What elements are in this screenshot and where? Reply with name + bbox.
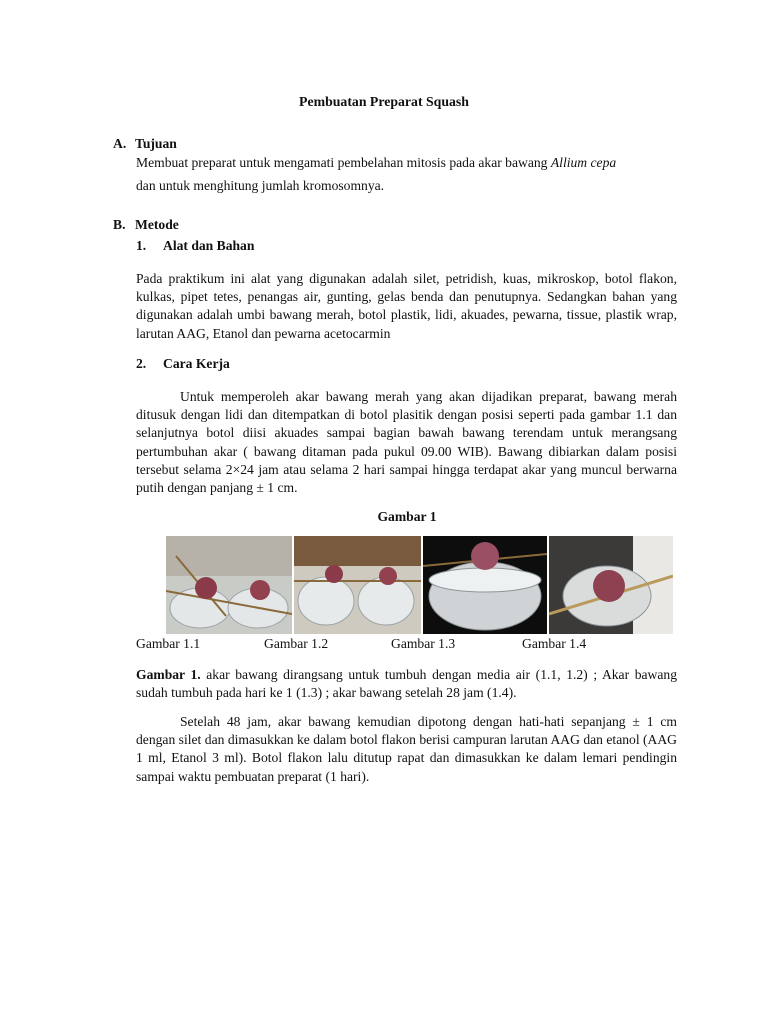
subsection-1-title: Alat dan Bahan [163,238,255,253]
subsection-2-number: 2. [136,356,147,371]
caption-1-1: Gambar 1.1 [136,636,201,651]
closing-paragraph: Setelah 48 jam, akar bawang kemudian dipotong dengan hati-hati sepanjang ± 1 cm dengan silet dan dimasukkan ke dalam botol flakon berisi campuran larutan AAG dan etanol (AAG 1 ml, Etanol 3 ml). Botol flakon lalu ditutup rapat dan dimasukkan ke dalam lemari pendingin sampai waktu pembuatan preparat (1 hari). [136,714,677,784]
caption-1-4: Gambar 1.4 [522,636,587,651]
subsection-2-title: Cara Kerja [163,356,230,371]
subsection-1-heading [136,237,254,255]
section-a-title: Tujuan [135,136,177,151]
section-a-line-1 [136,154,696,172]
photo-1-2 [294,536,421,634]
section-a-line-2: dan untuk menghitung jumlah kromosomnya. [136,178,385,193]
figure-description-text: akar bawang dirangsang untuk tumbuh dengan media air (1.1, 1.2) ; Akar bawang sudah tumbuh pada hari ke 1 (1.3) ; akar bawang setelah 28 jam (1.4). [136,667,677,701]
section-b-letter: B. [113,217,126,232]
species-name: Allium cepa [550,155,617,170]
caption-1-3: Gambar 1.3 [391,636,456,651]
section-a-text: Membuat preparat untuk mengamati pembelahan mitosis pada akar bawang [136,155,551,170]
figure-description [136,666,677,702]
procedure-paragraph: Untuk memperoleh akar bawang merah yang akan dijadikan preparat, bawang merah ditusuk dengan lidi dan ditempatkan di botol plasitik dengan posisi seperti pada gambar 1.1 dan selanjutnya botol diisi akuades sampai bagian bawah bawang terendam untuk merangsang pertumbuhan akar ( bawang ditaman pada pukul 09.00 WIB). Bawang dibiarkan dalam posisi tersebut selama 2×24 jam atau selama 2 hari sampai hingga terdapat akar yang muncul berwarna putih dengan panjang ± 1 cm. [136,389,677,496]
photo-1-4 [549,536,673,634]
subsection-2-heading [136,355,230,373]
photo-1-1 [166,536,292,634]
section-b-title: Metode [135,217,179,232]
section-a-letter: A. [113,136,127,151]
tools-materials-paragraph: Pada praktikum ini alat yang digunakan adalah silet, petridish, kuas, mikroskop, botol flakon, kulkas, pipet tetes, penangas air, gunting, gelas benda dan penutupnya. Sedangkan bahan yang digunakan adalah umbi bawang merah, botol plastik, lidi, akuades, pewarna, tissue, plastik wrap, larutan AAG, Etanol dan pewarna acetocarmin [136,271,677,341]
section-b-heading [113,216,179,234]
figure-title: Gambar 1 [377,509,437,524]
photo-1-3 [423,536,547,634]
caption-1-2: Gambar 1.2 [264,636,329,651]
section-a-heading [113,135,177,153]
subsection-1-number: 1. [136,238,147,253]
document-title: Pembuatan Preparat Squash [299,94,469,109]
figure-description-lead: Gambar 1. [136,667,201,682]
